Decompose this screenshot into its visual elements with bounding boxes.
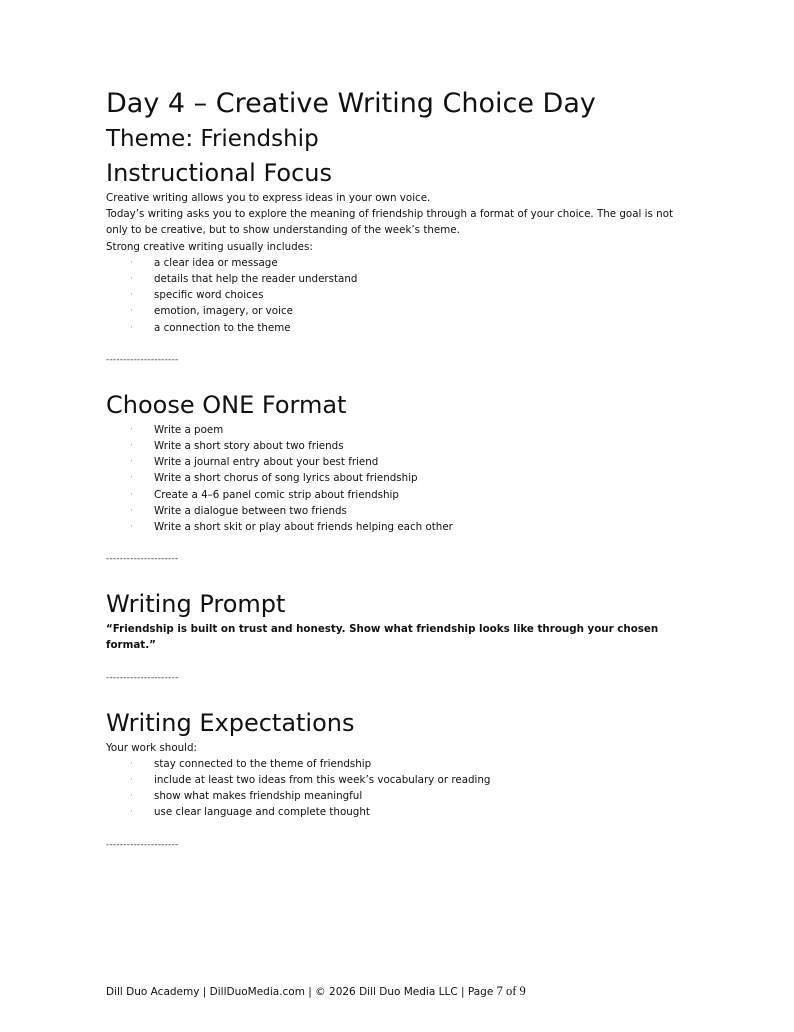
bullet-icon: · xyxy=(130,274,133,285)
page-of-label: of xyxy=(502,984,520,998)
list-item: · a connection to the theme xyxy=(106,320,686,336)
section-divider: --------------------- xyxy=(106,672,179,683)
format-bullet-list xyxy=(106,422,686,535)
list-item: · specific word choices xyxy=(106,287,686,303)
bullet-icon: · xyxy=(130,257,133,268)
focus-bullet-list xyxy=(106,255,686,336)
footer-text: Dill Duo Academy | DillDuoMedia.com | © 2026 Dill Duo Media LLC | Page xyxy=(106,986,497,998)
writing-prompt-section xyxy=(106,587,686,653)
focus-paragraph-2: Today’s writing asks you to explore the meaning of friendship through a format of your choice. The goal is not only to be creative, but to show understanding of the week’s theme. xyxy=(106,208,674,237)
bullet-icon: · xyxy=(130,807,133,818)
theme-subtitle: Theme: Friendship xyxy=(106,126,319,152)
list-item: · include at least two ideas from this week’s vocabulary or reading xyxy=(106,772,686,788)
choose-format-section xyxy=(106,388,686,535)
bullet-icon: · xyxy=(130,489,133,500)
expectations-intro: Your work should: xyxy=(106,741,198,754)
list-item: · Write a dialogue between two friends xyxy=(106,503,686,519)
writing-expectations-section xyxy=(106,706,686,821)
bullet-icon: · xyxy=(130,505,133,516)
page-total: 9 xyxy=(519,984,526,998)
writing-expectations-heading: Writing Expectations xyxy=(106,708,355,737)
section-divider: --------------------- xyxy=(106,839,179,850)
list-item: · Create a 4–6 panel comic strip about friendship xyxy=(106,487,686,503)
list-item: · details that help the reader understand xyxy=(106,271,686,287)
list-item: · Write a poem xyxy=(106,422,686,438)
list-item: · Write a short story about two friends xyxy=(106,438,686,454)
list-item: · show what makes friendship meaningful xyxy=(106,788,686,804)
bullet-icon: · xyxy=(130,791,133,802)
bullet-icon: · xyxy=(130,775,133,786)
bullet-icon: · xyxy=(130,758,133,769)
list-item: · a clear idea or message xyxy=(106,255,686,271)
page-footer xyxy=(106,984,526,999)
list-item: · emotion, imagery, or voice xyxy=(106,303,686,319)
bullet-icon: · xyxy=(130,522,133,533)
page-number: 7 xyxy=(496,984,503,998)
bullet-icon: · xyxy=(130,424,133,435)
bullet-icon: · xyxy=(130,473,133,484)
focus-paragraph-1: Creative writing allows you to express ideas in your own voice. xyxy=(106,192,431,204)
instructional-focus-section xyxy=(106,156,686,336)
list-item: · Write a short chorus of song lyrics about friendship xyxy=(106,470,686,486)
instructional-focus-heading: Instructional Focus xyxy=(106,159,332,187)
list-item: · stay connected to the theme of friendship xyxy=(106,756,686,772)
list-item: · use clear language and complete thought xyxy=(106,804,686,820)
writing-prompt-heading: Writing Prompt xyxy=(106,590,286,619)
bullet-icon: · xyxy=(130,306,133,317)
page-title: Day 4 – Creative Writing Choice Day xyxy=(106,88,596,119)
expectations-bullet-list xyxy=(106,756,686,821)
section-divider: --------------------- xyxy=(106,354,179,365)
bullet-icon: · xyxy=(130,322,133,333)
bullet-icon: · xyxy=(130,441,133,452)
bullet-icon: · xyxy=(130,290,133,301)
choose-format-heading: Choose ONE Format xyxy=(106,390,347,419)
list-item: · Write a journal entry about your best friend xyxy=(106,454,686,470)
document-body xyxy=(106,86,686,851)
focus-paragraph-3: Strong creative writing usually includes: xyxy=(106,240,313,253)
bullet-icon: · xyxy=(130,457,133,468)
list-item: · Write a short skit or play about friends helping each other xyxy=(106,519,686,535)
section-divider: --------------------- xyxy=(106,554,179,565)
writing-prompt-text: “Friendship is built on trust and honesty. Show what friendship looks like through your chosen format.” xyxy=(106,623,659,652)
